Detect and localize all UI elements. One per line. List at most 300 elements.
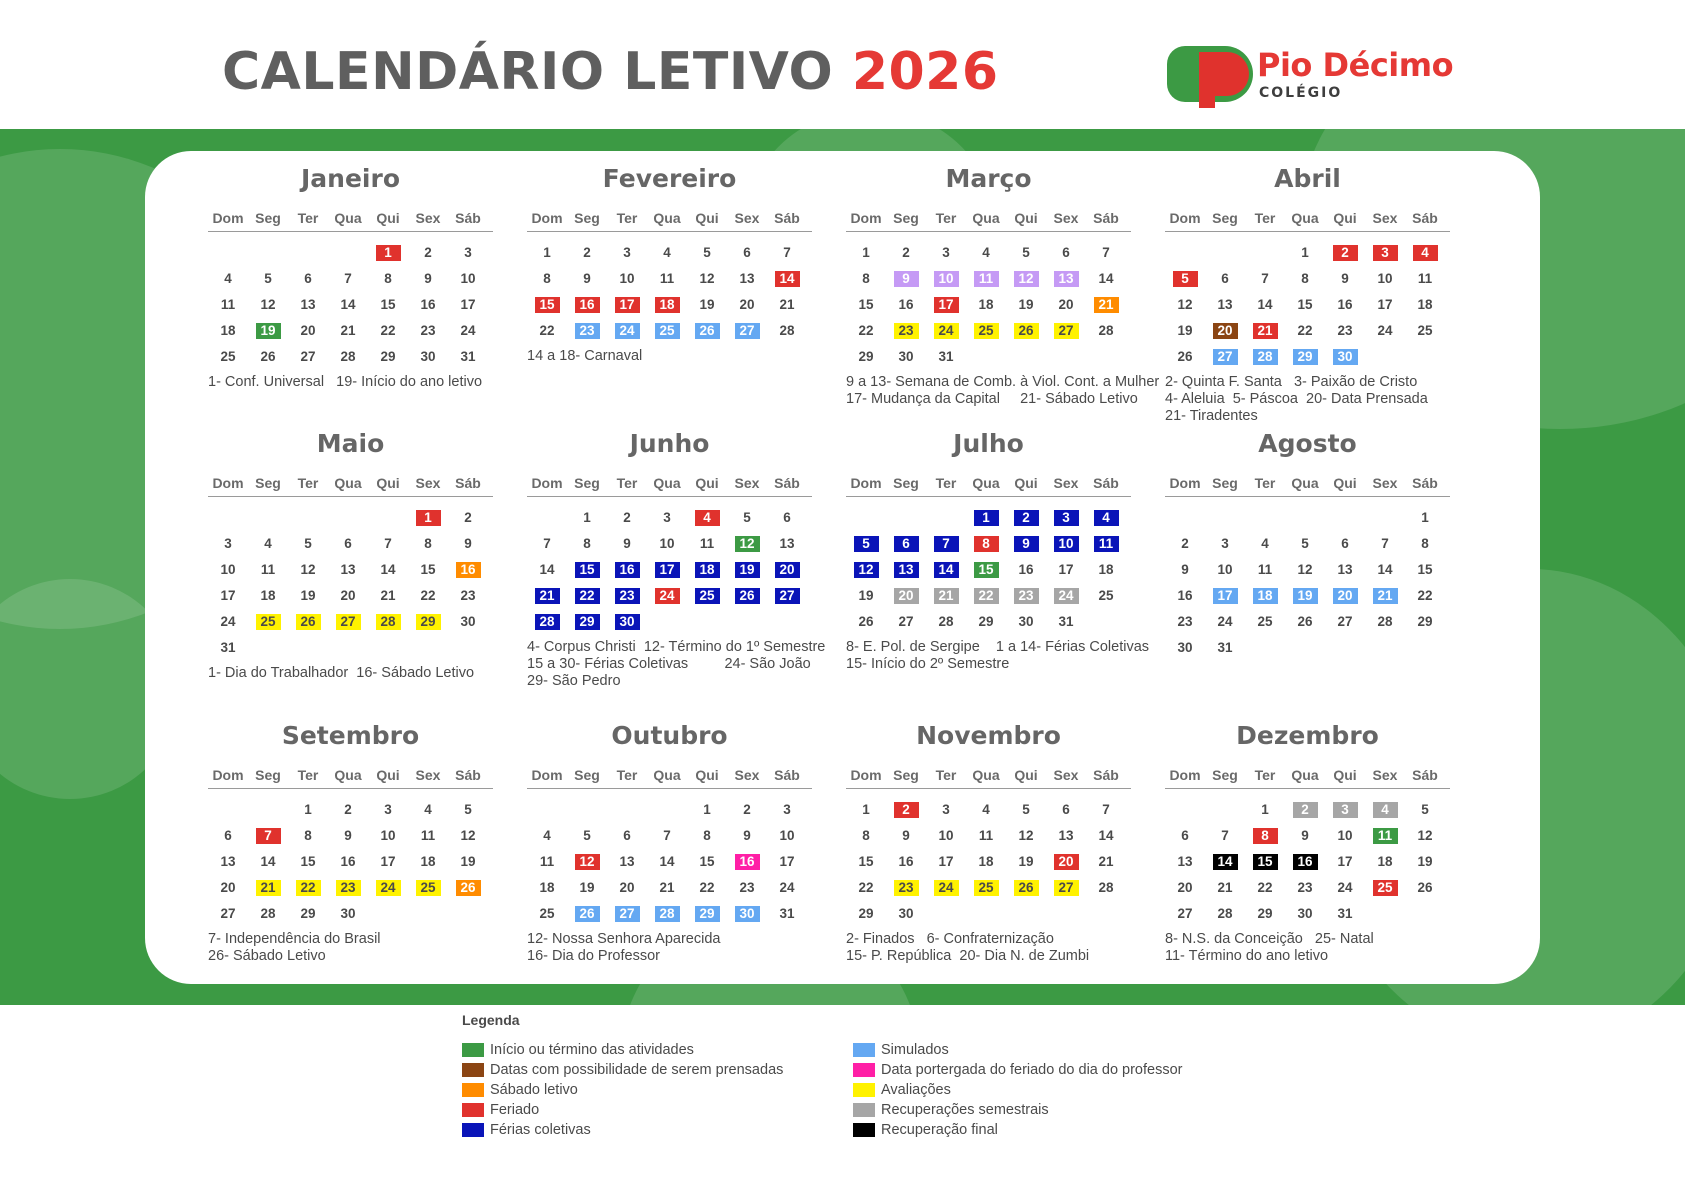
day-number: 20 xyxy=(739,297,755,312)
days-grid xyxy=(527,505,812,635)
day-cell xyxy=(408,318,448,344)
day-number: 24 xyxy=(220,614,236,629)
week-row xyxy=(1165,609,1450,635)
empty-cell xyxy=(288,635,328,661)
month-name: Setembro xyxy=(281,721,420,750)
day-number: 1 xyxy=(1301,245,1309,260)
day-number: 4 xyxy=(264,536,272,551)
week-row xyxy=(846,609,1131,635)
weekday-label: Sex xyxy=(1372,475,1398,491)
day-number-avaliacao: 25 xyxy=(256,614,281,630)
empty-cell xyxy=(368,505,408,531)
month-name: Janeiro xyxy=(301,164,400,193)
empty-cell xyxy=(1245,505,1285,531)
month-julho xyxy=(846,426,1150,673)
day-cell xyxy=(1006,797,1046,823)
legend-label: Sábado letivo xyxy=(490,1082,578,1098)
day-cell xyxy=(208,875,248,901)
day-cell xyxy=(846,292,886,318)
day-number: 22 xyxy=(1417,588,1433,603)
title-year: 2026 xyxy=(851,42,999,102)
day-cell xyxy=(1086,557,1126,583)
day-number: 29 xyxy=(300,906,316,921)
day-number-inicio: 19 xyxy=(256,323,281,339)
day-number: 1 xyxy=(862,245,870,260)
day-number: 19 xyxy=(1417,854,1433,869)
day-number-avaliacao: 26 xyxy=(1014,323,1039,339)
day-number: 11 xyxy=(978,828,994,843)
day-cell xyxy=(368,292,408,318)
empty-cell xyxy=(248,797,288,823)
legend-label: Feriado xyxy=(490,1102,540,1118)
day-number: 8 xyxy=(384,271,392,286)
week-row xyxy=(208,240,493,266)
month-notes xyxy=(527,931,812,965)
month-abril xyxy=(1165,161,1450,425)
day-number: 20 xyxy=(1177,880,1193,895)
day-cell xyxy=(248,609,288,635)
day-number-recuperacao: 22 xyxy=(974,588,999,604)
week-row xyxy=(1165,583,1450,609)
day-number: 17 xyxy=(220,588,236,603)
day-number: 29 xyxy=(1257,906,1273,921)
day-cell xyxy=(448,266,488,292)
day-number: 7 xyxy=(1261,271,1269,286)
week-row xyxy=(208,609,493,635)
month-name: Março xyxy=(945,164,1032,193)
day-cell xyxy=(767,823,807,849)
day-cell xyxy=(368,849,408,875)
weekday-label: Sex xyxy=(415,210,441,226)
weekday-label: Ter xyxy=(1254,767,1276,783)
note-line: 17- Mudança da Capital 21- Sábado Letivo xyxy=(846,391,1138,407)
day-number: 19 xyxy=(1177,323,1193,338)
day-cell xyxy=(767,240,807,266)
day-number-semana: 12 xyxy=(1014,271,1039,287)
week-row xyxy=(208,344,493,370)
day-cell xyxy=(607,292,647,318)
empty-cell xyxy=(208,797,248,823)
day-number: 27 xyxy=(220,906,236,921)
weekday-label: Ter xyxy=(1254,210,1276,226)
weekday-label: Qui xyxy=(376,210,400,226)
day-cell xyxy=(767,557,807,583)
day-number: 29 xyxy=(858,349,874,364)
empty-cell xyxy=(567,797,607,823)
days-grid xyxy=(1165,240,1450,370)
day-number-avaliacao: 25 xyxy=(974,323,999,339)
day-number: 29 xyxy=(858,906,874,921)
weekday-label: Ter xyxy=(616,767,638,783)
weekday-label: Qua xyxy=(972,210,1000,226)
day-cell xyxy=(886,609,926,635)
day-number-recuperacao: 21 xyxy=(934,588,959,604)
day-number-simulado: 17 xyxy=(1213,588,1238,604)
month-name: Outubro xyxy=(611,721,728,750)
day-number-avaliacao: 26 xyxy=(1014,880,1039,896)
day-cell xyxy=(607,531,647,557)
day-number: 24 xyxy=(460,323,476,338)
day-number: 13 xyxy=(619,854,635,869)
day-cell xyxy=(368,318,408,344)
day-number-avaliacao: 22 xyxy=(296,880,321,896)
day-cell xyxy=(647,849,687,875)
day-cell xyxy=(886,583,926,609)
day-cell xyxy=(1285,849,1325,875)
day-cell xyxy=(687,875,727,901)
day-cell xyxy=(1245,266,1285,292)
legend-swatch xyxy=(853,1123,875,1137)
day-number: 29 xyxy=(978,614,994,629)
day-number-simulado: 19 xyxy=(1293,588,1318,604)
day-cell xyxy=(607,875,647,901)
day-number: 23 xyxy=(1297,880,1313,895)
day-cell xyxy=(926,823,966,849)
weekday-label: Dom xyxy=(850,210,882,226)
day-cell xyxy=(1205,609,1245,635)
day-number: 15 xyxy=(699,854,715,869)
days-grid xyxy=(208,797,493,927)
month-agosto xyxy=(1165,426,1450,661)
day-cell xyxy=(1365,609,1405,635)
empty-cell xyxy=(328,505,368,531)
day-cell xyxy=(328,292,368,318)
day-number: 6 xyxy=(304,271,312,286)
weekday-label: Sáb xyxy=(1093,475,1119,491)
day-cell xyxy=(727,318,767,344)
empty-cell xyxy=(527,505,567,531)
day-number: 5 xyxy=(304,536,312,551)
day-number: 26 xyxy=(1417,880,1433,895)
weekday-label: Seg xyxy=(255,475,281,491)
day-number: 22 xyxy=(420,588,436,603)
day-cell xyxy=(527,901,567,927)
school-logo xyxy=(1165,42,1465,112)
day-number: 19 xyxy=(460,854,476,869)
day-number: 25 xyxy=(1098,588,1114,603)
day-number-semana: 13 xyxy=(1054,271,1079,287)
weekday-header xyxy=(1165,762,1450,789)
weekday-label: Sex xyxy=(415,475,441,491)
weekday-label: Sex xyxy=(1053,210,1079,226)
month-novembro xyxy=(846,718,1131,965)
weekday-label: Ter xyxy=(297,475,319,491)
day-number: 12 xyxy=(1297,562,1313,577)
day-cell xyxy=(886,292,926,318)
day-cell xyxy=(1205,292,1245,318)
weekday-label: Qui xyxy=(1333,767,1357,783)
day-number: 3 xyxy=(1221,536,1229,551)
day-number: 14 xyxy=(539,562,555,577)
day-cell xyxy=(1046,875,1086,901)
month-name: Maio xyxy=(316,429,385,458)
weekday-label: Sáb xyxy=(1093,210,1119,226)
day-number: 4 xyxy=(224,271,232,286)
day-number-feriado: 8 xyxy=(1253,828,1278,844)
day-number: 21 xyxy=(380,588,396,603)
day-cell xyxy=(208,849,248,875)
day-number: 25 xyxy=(1257,614,1273,629)
weekday-label: Sex xyxy=(415,767,441,783)
day-number-simulado: 26 xyxy=(575,906,600,922)
day-cell xyxy=(966,875,1006,901)
day-number-feriado: 21 xyxy=(1253,323,1278,339)
day-cell xyxy=(567,849,607,875)
day-number-ferias: 17 xyxy=(655,562,680,578)
day-number: 25 xyxy=(1417,323,1433,338)
month-notes xyxy=(208,665,493,682)
day-number: 18 xyxy=(539,880,555,895)
day-cell xyxy=(1205,266,1245,292)
day-cell xyxy=(846,797,886,823)
day-cell xyxy=(1046,823,1086,849)
day-cell xyxy=(567,823,607,849)
day-cell xyxy=(368,266,408,292)
day-number-inicio: 11 xyxy=(1373,828,1398,844)
empty-cell xyxy=(1285,635,1325,661)
day-number-avaliacao: 23 xyxy=(894,323,919,339)
day-number-avaliacao: 27 xyxy=(336,614,361,630)
day-cell xyxy=(288,875,328,901)
weekday-label: Seg xyxy=(1212,475,1238,491)
day-number: 19 xyxy=(300,588,316,603)
day-number: 18 xyxy=(1098,562,1114,577)
day-number: 16 xyxy=(340,854,356,869)
note-line: 2- Quinta F. Santa 3- Paixão de Cristo xyxy=(1165,374,1418,390)
day-cell xyxy=(1245,583,1285,609)
empty-cell xyxy=(208,505,248,531)
day-cell xyxy=(687,849,727,875)
weekday-label: Sáb xyxy=(1093,767,1119,783)
day-cell xyxy=(966,557,1006,583)
day-number: 18 xyxy=(1377,854,1393,869)
day-cell xyxy=(1086,531,1126,557)
day-cell xyxy=(567,505,607,531)
day-cell xyxy=(1165,823,1205,849)
empty-cell xyxy=(1165,797,1205,823)
day-number-avaliacao: 21 xyxy=(256,880,281,896)
week-row xyxy=(208,823,493,849)
day-cell xyxy=(1405,557,1445,583)
weekday-label: Qui xyxy=(376,475,400,491)
day-cell xyxy=(527,318,567,344)
day-number: 10 xyxy=(460,271,476,286)
day-number-ferias: 14 xyxy=(934,562,959,578)
note-line: 9 a 13- Semana de Comb. à Viol. Cont. a Mulher xyxy=(846,374,1160,390)
day-cell xyxy=(1086,505,1126,531)
day-cell xyxy=(966,318,1006,344)
empty-cell xyxy=(1245,240,1285,266)
day-number: 26 xyxy=(858,614,874,629)
weekday-label: Qua xyxy=(334,210,362,226)
day-cell xyxy=(208,557,248,583)
empty-cell xyxy=(1086,609,1126,635)
month-name: Agosto xyxy=(1258,429,1357,458)
day-number: 14 xyxy=(380,562,396,577)
day-cell xyxy=(1245,901,1285,927)
day-cell xyxy=(408,557,448,583)
day-number: 30 xyxy=(1018,614,1034,629)
day-number: 11 xyxy=(659,271,675,286)
day-number: 23 xyxy=(739,880,755,895)
day-cell xyxy=(1165,901,1205,927)
days-grid xyxy=(846,797,1131,927)
day-number: 8 xyxy=(862,271,870,286)
day-cell xyxy=(1086,875,1126,901)
day-number: 2 xyxy=(623,510,631,525)
day-number-recuperacao: 23 xyxy=(1014,588,1039,604)
day-number-final: 16 xyxy=(1293,854,1318,870)
legend-swatch xyxy=(462,1123,484,1137)
weekday-label: Qua xyxy=(653,475,681,491)
day-number-inicio: 12 xyxy=(735,536,760,552)
day-cell xyxy=(607,505,647,531)
day-number: 17 xyxy=(380,854,396,869)
weekday-label: Qui xyxy=(1014,767,1038,783)
day-cell xyxy=(1086,797,1126,823)
day-cell xyxy=(1205,823,1245,849)
day-number-professor: 16 xyxy=(735,854,760,870)
day-cell xyxy=(886,797,926,823)
day-number: 30 xyxy=(460,614,476,629)
day-cell xyxy=(1405,609,1445,635)
weekday-header xyxy=(208,470,493,497)
week-row xyxy=(1165,240,1450,266)
empty-cell xyxy=(1365,901,1405,927)
note-line: 15 a 30- Férias Coletivas 24- São João xyxy=(527,656,811,672)
empty-cell xyxy=(1006,344,1046,370)
week-row xyxy=(208,292,493,318)
weekday-label: Sex xyxy=(1372,767,1398,783)
empty-cell xyxy=(248,505,288,531)
week-row xyxy=(1165,505,1450,531)
weekday-label: Seg xyxy=(574,210,600,226)
day-number-simulado: 25 xyxy=(655,323,680,339)
note-line: 12- Nossa Senhora Aparecida xyxy=(527,931,721,947)
day-cell xyxy=(448,292,488,318)
day-number: 9 xyxy=(1181,562,1189,577)
day-cell xyxy=(687,901,727,927)
day-cell xyxy=(527,583,567,609)
day-cell xyxy=(846,266,886,292)
day-number: 3 xyxy=(384,802,392,817)
day-cell xyxy=(1325,266,1365,292)
legend-column-right xyxy=(853,1040,1182,1140)
empty-cell xyxy=(1046,344,1086,370)
weekday-label: Sáb xyxy=(455,210,481,226)
day-number: 3 xyxy=(942,802,950,817)
day-cell xyxy=(1165,531,1205,557)
day-cell xyxy=(1405,875,1445,901)
day-cell xyxy=(448,240,488,266)
week-row xyxy=(1165,901,1450,927)
day-cell xyxy=(727,531,767,557)
legend-swatch xyxy=(462,1083,484,1097)
day-number: 11 xyxy=(260,562,276,577)
weekday-header xyxy=(208,762,493,789)
day-cell xyxy=(1046,505,1086,531)
day-cell xyxy=(1046,797,1086,823)
day-cell xyxy=(328,901,368,927)
day-cell xyxy=(727,797,767,823)
day-cell xyxy=(966,505,1006,531)
day-cell xyxy=(448,531,488,557)
day-cell xyxy=(1245,318,1285,344)
day-number: 18 xyxy=(420,854,436,869)
day-cell xyxy=(1285,797,1325,823)
empty-cell xyxy=(1205,240,1245,266)
empty-cell xyxy=(1205,505,1245,531)
day-number: 28 xyxy=(260,906,276,921)
day-cell xyxy=(1285,292,1325,318)
day-number: 30 xyxy=(1177,640,1193,655)
day-cell xyxy=(1285,531,1325,557)
day-number-ferias: 10 xyxy=(1054,536,1079,552)
day-cell xyxy=(288,849,328,875)
day-number: 15 xyxy=(858,297,874,312)
legend-title: Legenda xyxy=(462,1012,520,1028)
empty-cell xyxy=(1006,901,1046,927)
day-cell xyxy=(607,849,647,875)
note-line: 26- Sábado Letivo xyxy=(208,948,326,964)
day-number-feriado: 8 xyxy=(974,536,999,552)
legend-label: Início ou término das atividades xyxy=(490,1042,694,1058)
day-number: 2 xyxy=(344,802,352,817)
day-cell xyxy=(926,266,966,292)
day-cell xyxy=(926,240,966,266)
day-number-feriado: 2 xyxy=(894,802,919,818)
day-cell xyxy=(926,531,966,557)
month-name: Novembro xyxy=(916,721,1061,750)
logo-mark-icon xyxy=(1165,42,1257,108)
day-number: 27 xyxy=(300,349,316,364)
day-number: 8 xyxy=(862,828,870,843)
day-number: 17 xyxy=(460,297,476,312)
week-row xyxy=(527,240,812,266)
day-cell xyxy=(966,823,1006,849)
day-number: 14 xyxy=(340,297,356,312)
legend-swatch xyxy=(462,1103,484,1117)
day-number: 11 xyxy=(1417,271,1433,286)
day-number-feriado: 4 xyxy=(695,510,720,526)
day-cell xyxy=(1325,344,1365,370)
weekday-label: Dom xyxy=(850,475,882,491)
day-number: 17 xyxy=(938,854,954,869)
day-cell xyxy=(208,823,248,849)
day-number: 9 xyxy=(902,828,910,843)
empty-cell xyxy=(727,609,767,635)
day-cell xyxy=(886,901,926,927)
empty-cell xyxy=(368,901,408,927)
day-number: 6 xyxy=(1062,802,1070,817)
day-cell xyxy=(1245,557,1285,583)
legend-item-prensada xyxy=(462,1060,783,1080)
day-number: 23 xyxy=(1177,614,1193,629)
week-row xyxy=(846,823,1131,849)
day-number: 15 xyxy=(300,854,316,869)
day-number: 1 xyxy=(304,802,312,817)
day-cell xyxy=(1405,583,1445,609)
day-cell xyxy=(368,344,408,370)
day-cell xyxy=(1285,318,1325,344)
day-number: 2 xyxy=(424,245,432,260)
day-cell xyxy=(1086,318,1126,344)
day-number-simulado: 24 xyxy=(615,323,640,339)
weekday-label: Sáb xyxy=(774,475,800,491)
day-number: 7 xyxy=(1102,245,1110,260)
weekday-label: Ter xyxy=(935,767,957,783)
day-cell xyxy=(886,557,926,583)
